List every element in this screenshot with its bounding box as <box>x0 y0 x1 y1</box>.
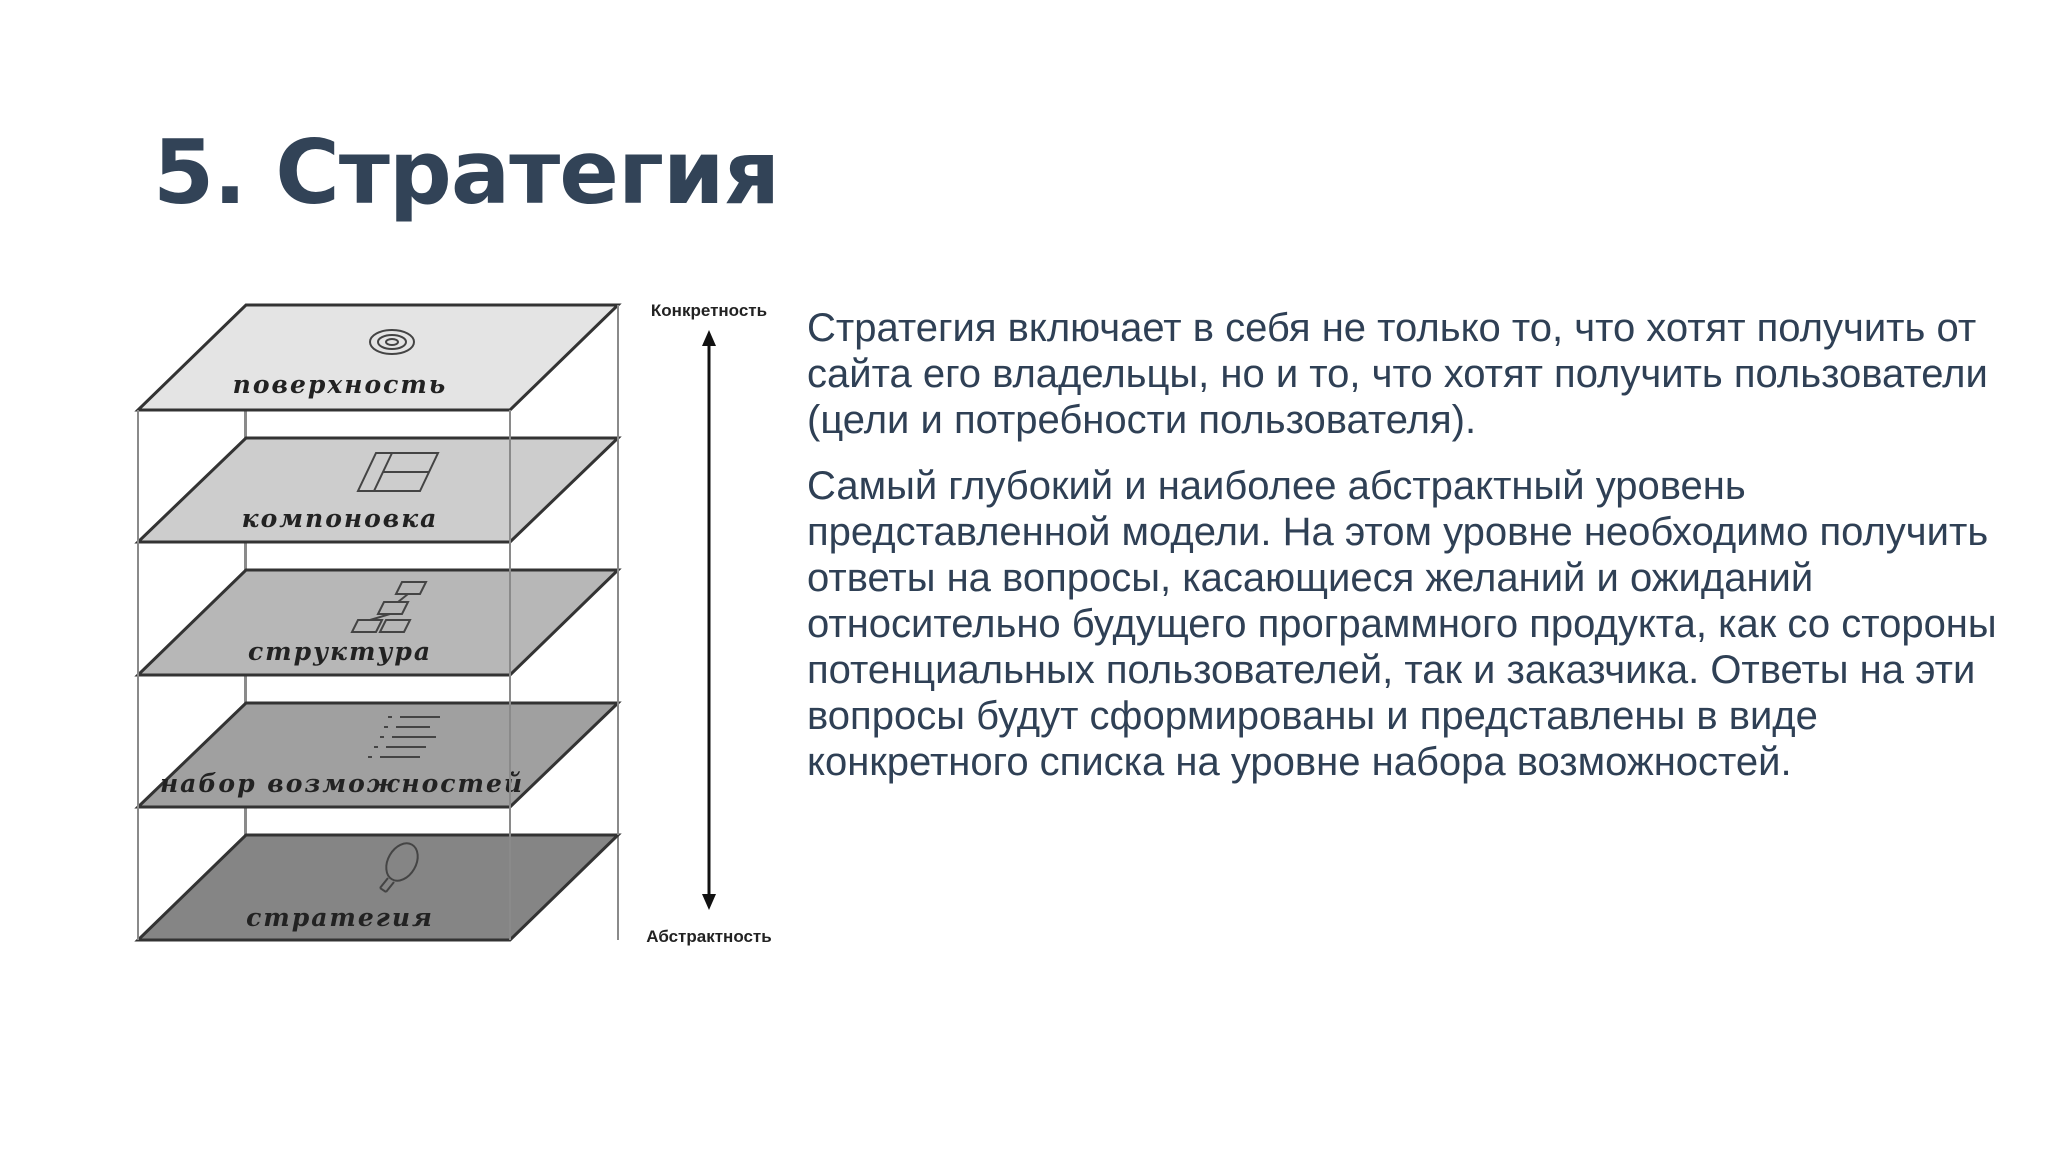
arrow-down-icon <box>702 894 716 910</box>
axis-bottom-label: Абстрактность <box>646 927 772 946</box>
plane-label: компоновка <box>241 504 439 533</box>
plane-layout <box>138 438 618 542</box>
plane-label: стратегия <box>246 903 434 932</box>
arrow-up-icon <box>702 330 716 346</box>
paragraph-strategy-definition: Стратегия включает в себя не только то, что хотят получить от сайта его владельцы, но и то, что хотят получить пользователи (цели и потребности пользователя). <box>807 306 1988 442</box>
paragraph-strategy-details: Самый глубокий и наиболее абстрактный уровень представленной модели. На этом уровне необходимо получить ответы на вопросы, касающиеся желаний и ожиданий относительно будущего программного продукта, как со стороны потенциальных пользователей, так и заказчика. Ответы на эти вопросы будут сформированы и представлены в виде конкретного списка на уровне набора возможностей. <box>807 464 1997 784</box>
page-title: 5. Стратегия <box>153 121 780 224</box>
plane-surface <box>138 305 618 410</box>
abstraction-axis <box>646 301 771 946</box>
plane-label: поверхность <box>232 370 448 399</box>
layers-diagram <box>130 290 790 960</box>
plane-strategy <box>138 835 618 940</box>
plane-structure <box>138 570 618 675</box>
body-text <box>807 305 2007 805</box>
axis-top-label: Конкретность <box>650 301 768 320</box>
plane-label: набор возможностей <box>159 769 525 798</box>
plane-label: структура <box>247 637 433 666</box>
layers-diagram-svg <box>130 290 790 960</box>
plane-feature-set <box>138 703 618 807</box>
